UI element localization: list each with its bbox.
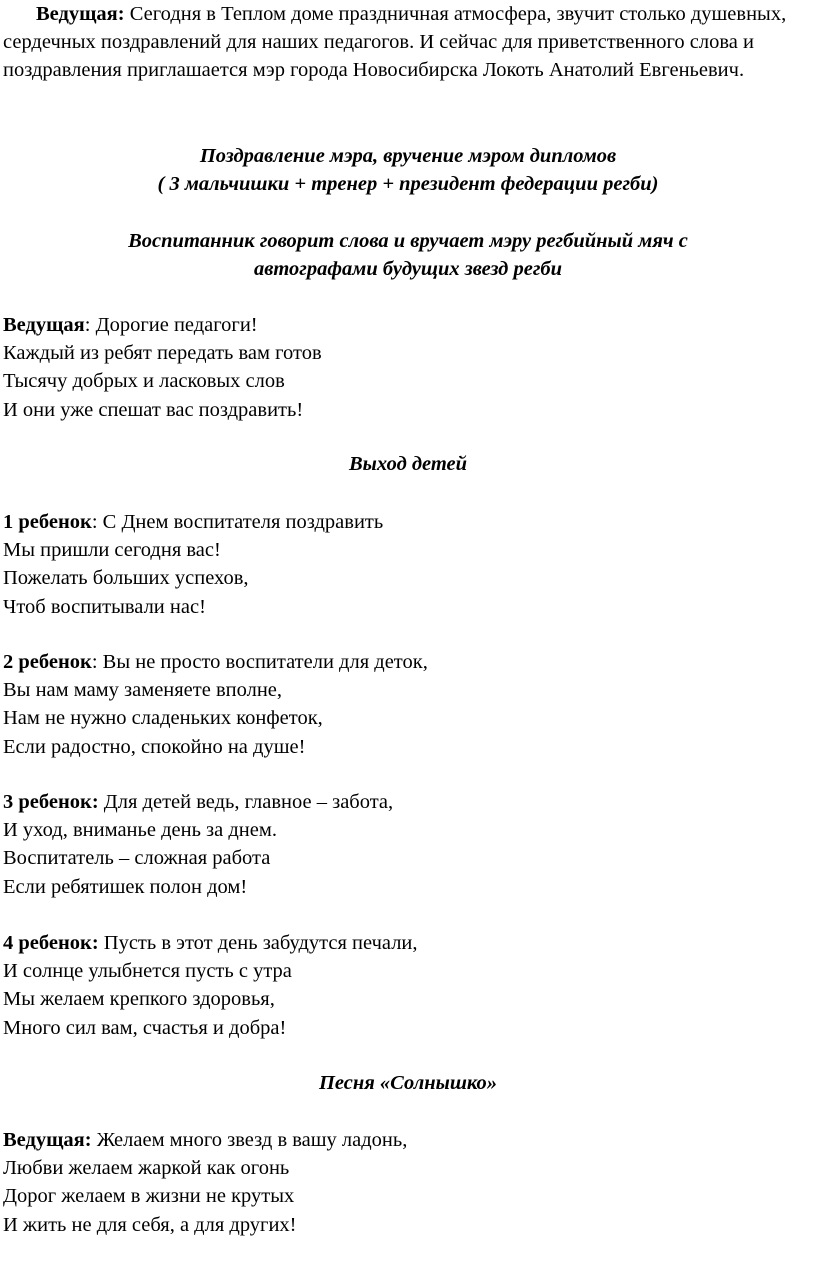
stage-line: автографами будущих звезд регби [253,258,563,281]
verse-first-line [3,1126,816,1154]
stage-line: Воспитанник говорит слова и вручает мэру регбийный мяч с [128,230,688,252]
verse-child-2 [3,648,816,761]
verse-host-1 [3,311,816,424]
stage-direction-ball [0,227,816,283]
verse-line: Дорог желаем в жизни не крутых [3,1185,295,1208]
verse-line: Мы пришли сегодня вас! [3,539,221,562]
verse-line: Нам не нужно сладеньких конфеток, [3,707,323,730]
verse-line: И уход, вниманье день за днем. [3,819,277,842]
stage-direction-children [0,450,816,478]
verse-host-2 [3,1126,816,1239]
verse-line: Если ребятишек полон дом! [3,875,248,898]
verse-text: : Вы не просто воспитатели для деток, [91,651,428,673]
intro-paragraph [3,0,815,85]
verse-line: Любви желаем жаркой как огонь [3,1157,290,1180]
verse-child-1 [3,508,816,621]
stage-line: ( 3 мальчишки + тренер + президент федерации регби) [157,173,659,196]
verse-first-line [3,788,816,816]
speaker-label: Ведущая [3,314,85,336]
verse-text: Пусть в этот день забудутся печали, [98,932,418,954]
stage-direction-mayor [0,142,816,198]
verse-line: Воспитатель – сложная работа [3,847,271,870]
verse-line: И жить не для себя, а для других! [3,1213,297,1236]
stage-direction-song [0,1069,816,1097]
verse-line: И они уже спешат вас поздравить! [3,398,304,421]
verse-first-line [3,648,816,676]
verse-child-4 [3,929,816,1042]
verse-line: Чтоб воспитывали нас! [3,595,206,618]
speaker-label: 1 ребенок [3,511,92,533]
verse-line: Тысячу добрых и ласковых слов [3,370,285,393]
verse-line: Много сил вам, счастья и добра! [3,1016,287,1039]
verse-line: И солнце улыбнется пусть с утра [3,960,292,983]
verse-text: : С Днем воспитателя поздравить [91,511,384,533]
verse-line: Мы желаем крепкого здоровья, [3,988,275,1011]
speaker-label: Ведущая: [36,3,125,25]
intro-text: Сегодня в Теплом доме праздничная атмосфера, звучит столько душевных, сердечных поздравлений для наших педагогов. И сейчас для приветственного слова и поздравления приглашается мэр города Новосибирска Локоть Анатолий Евгеньевич. [3,3,787,82]
stage-line: Песня «Солнышко» [318,1072,498,1094]
verse-line: Вы нам маму заменяете вполне, [3,679,283,702]
verse-first-line [3,508,816,536]
verse-text: Для детей ведь, главное – забота, [98,791,394,813]
speaker-label: Ведущая: [3,1129,92,1151]
verse-line: Если радостно, спокойно на душе! [3,735,306,758]
verse-first-line [3,311,816,339]
verse-text: : Дорогие педагоги! [84,314,258,336]
speaker-label: 3 ребенок: [3,791,99,813]
verse-child-3 [3,788,816,901]
verse-line: Каждый из ребят передать вам готов [3,342,322,365]
verse-first-line [3,929,816,957]
stage-line: Поздравление мэра, вручение мэром дипломов [199,145,617,167]
verse-line: Пожелать больших успехов, [3,567,249,590]
stage-line: Выход детей [348,453,468,475]
speaker-label: 4 ребенок: [3,932,99,954]
speaker-label: 2 ребенок [3,651,92,673]
verse-text: Желаем много звезд в вашу ладонь, [91,1129,408,1151]
